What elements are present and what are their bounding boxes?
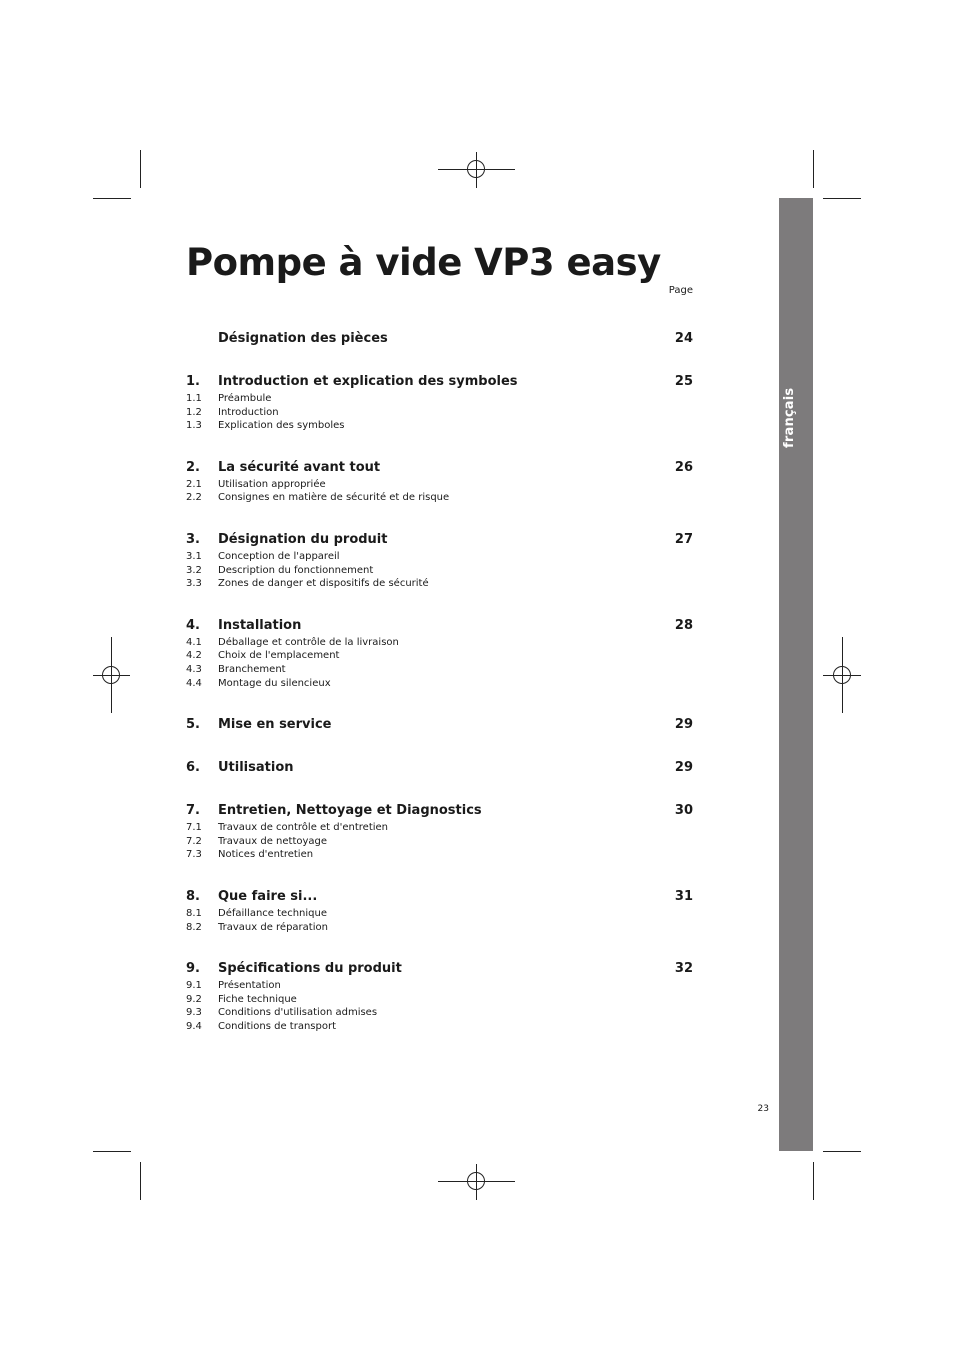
toc-subsection-number: 4.3 (186, 663, 202, 675)
toc-section-number: 6. (186, 760, 200, 776)
toc-section (186, 459, 693, 505)
toc-section-heading (186, 888, 693, 905)
toc-subsection-number: 1.3 (186, 420, 202, 432)
toc-subsection (186, 636, 693, 650)
toc-section-page: 25 (674, 374, 693, 389)
toc-subsection-label: Branchement (218, 663, 286, 675)
toc-section-page: 27 (674, 531, 693, 547)
toc-section-number: 7. (186, 803, 200, 819)
toc-subsection-label: Conception de l'appareil (218, 550, 340, 562)
crop-mark-top-right-h (823, 198, 861, 199)
toc-subsection-number: 1.1 (186, 393, 202, 404)
toc-subsection (186, 649, 693, 663)
toc-subsection-number: 4.2 (186, 650, 202, 662)
toc-section-page: 29 (674, 717, 693, 733)
toc-section (186, 802, 693, 862)
toc-subsection-number: 2.1 (186, 478, 202, 490)
toc-section-number: 5. (186, 717, 200, 733)
toc-subsection-number: 2.2 (186, 492, 202, 504)
toc-section-number: 8. (186, 888, 200, 904)
toc-subsection-number: 9.4 (186, 1020, 202, 1032)
toc-subsection (186, 1006, 693, 1020)
toc-subsection-label: Travaux de réparation (218, 921, 328, 933)
toc-section-label: La sécurité avant tout (218, 459, 381, 475)
toc-subsection (186, 564, 693, 578)
toc-section-heading (186, 617, 693, 634)
toc-subsection-number: 3.1 (186, 550, 202, 562)
toc-section-number: 4. (186, 617, 200, 633)
toc-subsection-number: 4.1 (186, 636, 202, 648)
toc-section-label: Introduction et explication des symboles (218, 374, 518, 389)
toc-section-heading (186, 531, 693, 548)
crop-mark-top-left-h (93, 198, 131, 199)
toc-section-heading (186, 759, 693, 776)
toc-subsection-number: 8.1 (186, 907, 202, 919)
toc-subsection-number: 8.2 (186, 921, 202, 933)
toc-section (186, 960, 693, 1033)
toc-subsection-label: Présentation (218, 980, 281, 992)
toc-section-heading (186, 373, 693, 390)
toc-section-number: 2. (186, 459, 200, 475)
toc-subsection (186, 921, 693, 935)
toc-section (186, 373, 693, 433)
toc-subsection (186, 907, 693, 921)
toc-subsection-number: 7.2 (186, 835, 202, 847)
crop-mark-bottom-left-v (140, 1162, 141, 1200)
table-of-contents (186, 330, 693, 1059)
toc-subsection-label: Déballage et contrôle de la livraison (218, 636, 399, 648)
toc-section-label: Installation (218, 617, 302, 633)
toc-subsection-label: Défaillance technique (218, 907, 327, 919)
toc-subsection-label: Montage du silencieux (218, 677, 331, 689)
toc-subsection (186, 848, 693, 862)
toc-subsection-label: Choix de l'emplacement (218, 650, 340, 662)
toc-subsection (186, 663, 693, 677)
toc-section-label: Désignation du produit (218, 531, 388, 547)
toc-section-page: 32 (674, 961, 693, 977)
language-tab-label: français (782, 387, 797, 448)
toc-section-page: 30 (674, 803, 693, 819)
toc-subsection (186, 478, 693, 492)
toc-subsection-number: 3.3 (186, 578, 202, 590)
toc-section-heading (186, 960, 693, 977)
toc-subsection-label: Consignes en matière de sécurité et de risque (218, 492, 450, 504)
toc-subsection (186, 979, 693, 993)
toc-section (186, 531, 693, 591)
toc-subsection-number: 7.1 (186, 822, 202, 834)
toc-subsection-label: Description du fonctionnement (218, 564, 374, 576)
toc-subsection (186, 821, 693, 835)
toc-subsection-number: 9.3 (186, 1007, 202, 1019)
toc-section (186, 330, 693, 347)
crop-mark-bottom-right-h (823, 1151, 861, 1152)
toc-section-page: 28 (674, 617, 693, 633)
toc-section-label: Spécifications du produit (218, 961, 402, 977)
toc-section-label: Entretien, Nettoyage et Diagnostics (218, 803, 482, 819)
toc-subsection-label: Utilisation appropriée (218, 478, 326, 490)
toc-subsection-number: 9.2 (186, 993, 202, 1005)
toc-subsection-number: 4.4 (186, 677, 202, 689)
toc-subsection (186, 677, 693, 691)
toc-subsection-label: Travaux de nettoyage (218, 835, 328, 847)
toc-subsection-label: Travaux de contrôle et d'entretien (218, 822, 389, 834)
crop-mark-bottom-right-v (813, 1162, 814, 1200)
toc-subsection-label: Zones de danger et dispositifs de sécurité (218, 578, 429, 590)
toc-subsection-label: Préambule (218, 393, 272, 404)
toc-subsection (186, 392, 693, 406)
toc-section-heading (186, 716, 693, 733)
toc-section-heading (186, 330, 693, 347)
toc-section-number: 1. (186, 374, 200, 389)
page-number: 23 (757, 1104, 769, 1114)
toc-section (186, 716, 693, 733)
crop-mark-top-left-v (140, 150, 141, 188)
toc-section-label: Utilisation (218, 760, 294, 776)
toc-subsection (186, 1020, 693, 1034)
toc-subsection-label: Explication des symboles (218, 420, 345, 432)
toc-subsection (186, 993, 693, 1007)
toc-section-heading (186, 459, 693, 476)
toc-section-number: 3. (186, 531, 200, 547)
toc-subsection-label: Conditions d'utilisation admises (218, 1007, 378, 1019)
toc-section-page: 24 (674, 331, 693, 346)
toc-subsection-label: Conditions de transport (218, 1020, 336, 1032)
toc-section-label: Que faire si... (218, 888, 318, 904)
toc-section-label: Mise en service (218, 717, 332, 733)
toc-subsection (186, 577, 693, 591)
toc-section-number: 9. (186, 961, 200, 977)
toc-section-label: Désignation des pièces (218, 331, 388, 346)
toc-section-page: 26 (674, 459, 693, 475)
toc-section-page: 29 (674, 760, 693, 776)
toc-subsection-number: 1.2 (186, 406, 202, 418)
toc-section-page: 31 (674, 888, 693, 904)
toc-subsection-number: 3.2 (186, 564, 202, 576)
toc-subsection-number: 7.3 (186, 849, 202, 861)
toc-subsection-label: Notices d'entretien (218, 849, 314, 861)
toc-section-heading (186, 802, 693, 819)
toc-subsection-label: Fiche technique (218, 993, 297, 1005)
toc-subsection (186, 835, 693, 849)
toc-section (186, 617, 693, 690)
language-tab (779, 198, 813, 1151)
toc-subsection (186, 419, 693, 433)
toc-subsection (186, 550, 693, 564)
crop-mark-bottom-left-h (93, 1151, 131, 1152)
toc-subsection (186, 406, 693, 420)
page-title: Pompe à vide VP3 easy (186, 241, 661, 284)
toc-subsection (186, 491, 693, 505)
page-column-label: Page (668, 285, 693, 296)
toc-section (186, 759, 693, 776)
toc-subsection-label: Introduction (218, 406, 279, 418)
toc-section (186, 888, 693, 934)
crop-mark-top-right-v (813, 150, 814, 188)
toc-subsection-number: 9.1 (186, 980, 202, 992)
